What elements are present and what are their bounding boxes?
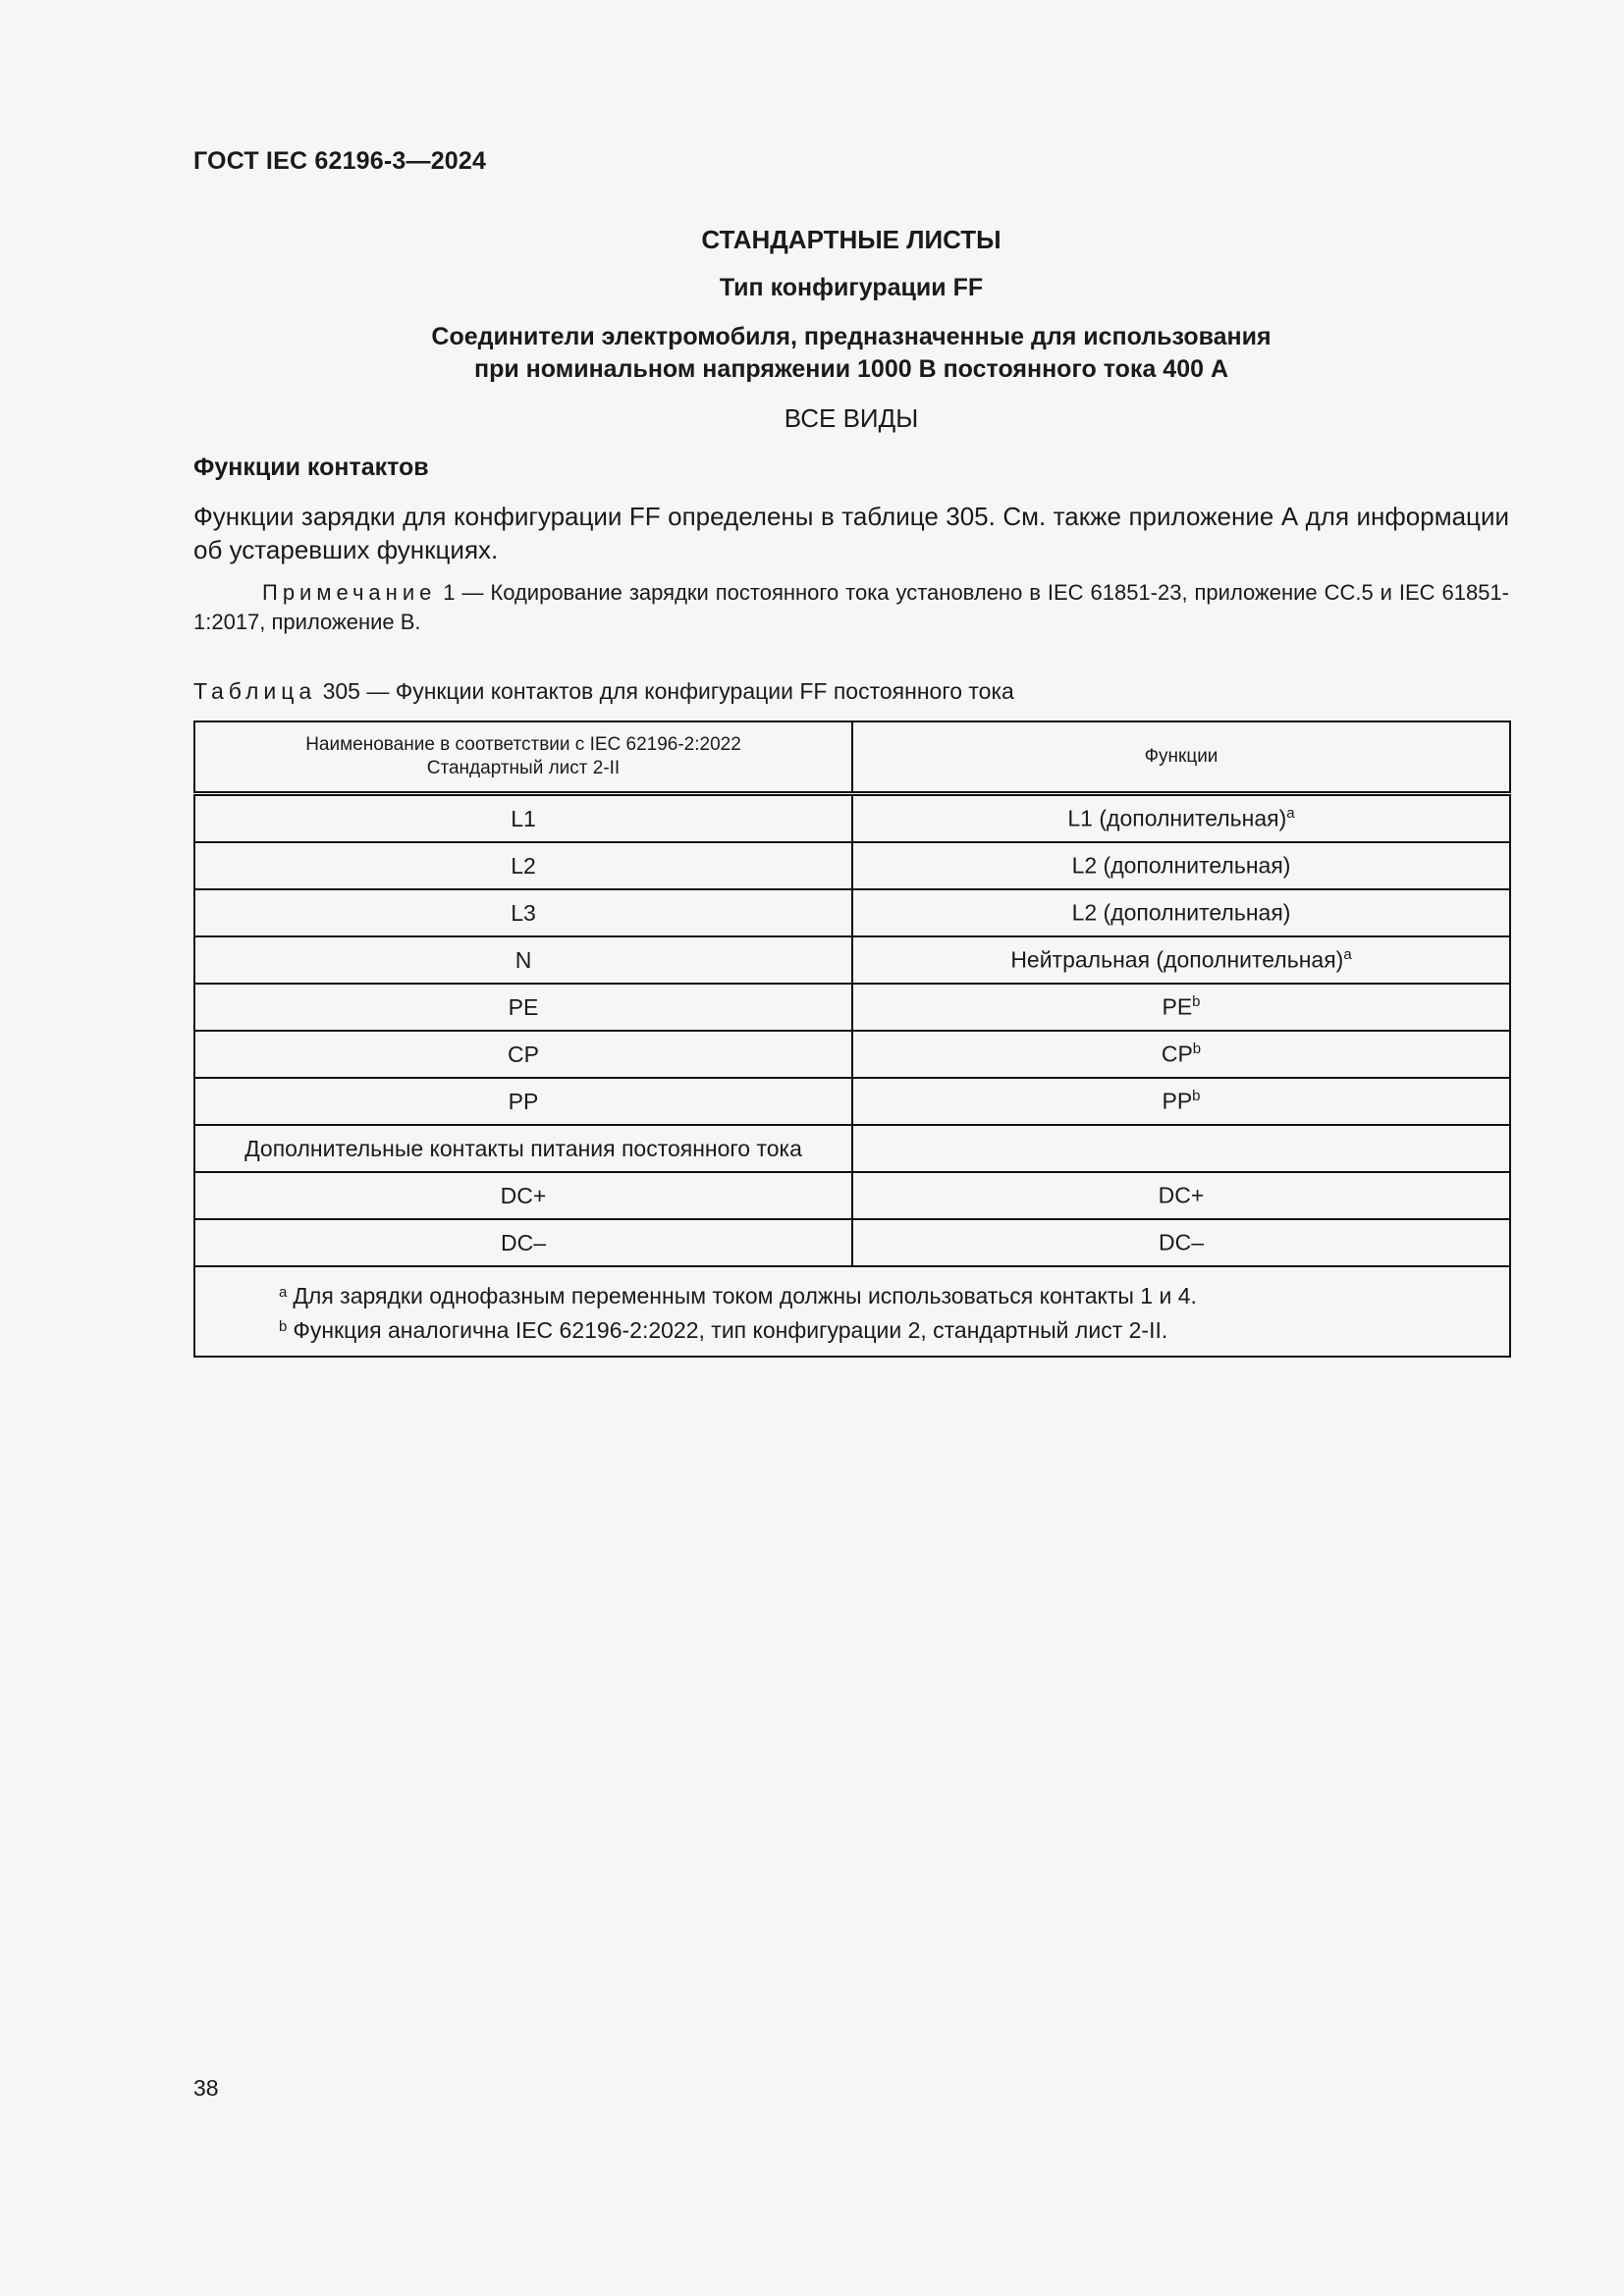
contact-function-cell: L2 (дополнительная) (852, 889, 1510, 936)
table-row (194, 889, 1510, 936)
section-paragraph: Функции зарядки для конфигурации FF определены в таблице 305. См. также приложение А для информации об устаревших функциях. (193, 502, 1509, 564)
footnote-mark: b (1192, 1041, 1202, 1058)
views-label: ВСЕ ВИДЫ (784, 403, 919, 433)
table-row (194, 1078, 1510, 1125)
footnote-b: $^b$ Функция аналогична IEC 62196-2:2022, тип конфигурации 2, стандартный лист 2-II. (279, 1317, 1168, 1343)
table-footnotes-row (194, 1266, 1510, 1357)
contact-name-cell: DC+ (194, 1172, 852, 1219)
header-name-line-1: Наименование в соответствии с IEC 62196-2:2022 (305, 734, 741, 755)
contact-function-cell: DC+ (852, 1172, 1510, 1219)
contact-function-cell: Нейтральная (дополнительная)$^a$ (852, 936, 1510, 984)
table-caption (193, 678, 1014, 705)
contact-name-cell: L1 (194, 794, 852, 843)
contact-function-cell: $PP^b$ (852, 1078, 1510, 1125)
table-caption-label: Таблица (193, 678, 317, 704)
table-caption-text: 305 — Функции контактов для конфигурации FF постоянного тока (316, 678, 1014, 704)
contact-function-cell: DC– (852, 1219, 1510, 1266)
footnote-mark: a (1343, 946, 1352, 964)
contact-name-cell: L3 (194, 889, 852, 936)
contact-name-cell: L2 (194, 842, 852, 889)
section-heading: Функции контактов (193, 454, 429, 481)
subtitle-line-2: при номинальном напряжении 1000 В постоянного тока 400 А (473, 355, 1229, 383)
contact-name-cell: CP (194, 1031, 852, 1078)
footnote-mark: a (1286, 805, 1295, 823)
contact-functions-table (193, 721, 1511, 1358)
note (193, 578, 1509, 637)
footnote-mark: b (1192, 993, 1201, 1011)
table-row (194, 936, 1510, 984)
table-footnotes (194, 1266, 1510, 1357)
header-name-column (194, 721, 852, 794)
contact-name-cell: N (194, 936, 852, 984)
table-row (194, 1172, 1510, 1219)
table-row (194, 794, 1510, 843)
table-row (194, 1219, 1510, 1266)
contact-function-cell: L2 (дополнительная) (852, 842, 1510, 889)
contact-function-cell: $PE^b$ (852, 984, 1510, 1031)
contact-name-cell: PE (194, 984, 852, 1031)
document-code: ГОСТ IEC 62196-3—2024 (193, 147, 487, 175)
header-function-column: Функции (852, 721, 1510, 794)
sheet-title: СТАНДАРТНЫЕ ЛИСТЫ (701, 225, 1001, 254)
subtitle-line-1: Соединители электромобиля, предназначенные для использования (431, 323, 1272, 350)
header-name-line-2: Стандартный лист 2-II (426, 758, 621, 778)
contact-name-cell: Дополнительные контакты питания постоянного тока (194, 1125, 852, 1172)
table-header-row (194, 721, 1510, 794)
subtitle (193, 321, 1509, 386)
contact-function-cell: $CP^b$ (852, 1031, 1510, 1078)
contact-name-cell: PP (194, 1078, 852, 1125)
config-type-title: Тип конфигурации FF (719, 274, 984, 301)
contact-function-cell (852, 1125, 1510, 1172)
note-label: Примечание (262, 580, 437, 605)
contact-name-cell: DC– (194, 1219, 852, 1266)
footnote-mark: b (1192, 1088, 1201, 1105)
note-text: 1 — Кодирование зарядки постоянного тока установлено в IEC 61851-23, приложение СС.5 и IEC 61851-1:2017, приложение В. (193, 580, 1509, 634)
table-row (194, 1125, 1510, 1172)
page-number: 38 (193, 2075, 219, 2101)
footnote-a: $^a$ Для зарядки однофазным переменным током должны использоваться контакты 1 и 4. (279, 1283, 1197, 1308)
table-row (194, 1031, 1510, 1078)
table-row (194, 842, 1510, 889)
table-row (194, 984, 1510, 1031)
contact-function-cell: L1 (дополнительная)$^a$ (852, 794, 1510, 843)
